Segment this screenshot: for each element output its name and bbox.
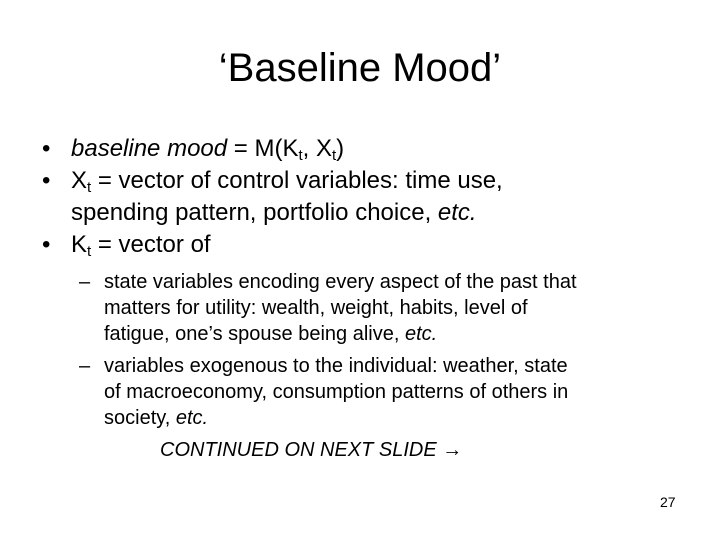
subbullet-marker: – <box>79 271 91 293</box>
etc-italic: etc. <box>404 323 438 345</box>
etc-italic: etc. <box>175 407 209 429</box>
subscript: t <box>87 243 92 260</box>
bullet-text <box>71 166 503 195</box>
continued-note: CONTINUED ON NEXT SLIDE → <box>160 439 463 461</box>
subbullet-text-line: society, <box>104 407 176 429</box>
subbullet-text <box>104 406 208 430</box>
variable: X <box>71 167 88 194</box>
subbullet-text: variables exogenous to the individual: weather, state <box>104 355 568 377</box>
bullet-marker: • <box>42 167 51 194</box>
bullet-italic-term: baseline mood <box>71 135 228 162</box>
bullet-text <box>71 230 211 259</box>
subbullet-text: state variables encoding every aspect of the past that <box>104 271 577 293</box>
subbullet-text <box>104 322 437 346</box>
bullet-text-rest: = vector of <box>91 231 211 258</box>
subbullet-text: of macroeconomy, consumption patterns of others in <box>104 381 569 403</box>
bullet-text-line: spending pattern, portfolio choice, <box>71 199 438 226</box>
subbullet-text-line: fatigue, one’s spouse being alive, <box>104 323 405 345</box>
variable: K <box>71 231 88 258</box>
equation-part: ) <box>336 135 345 162</box>
subscript: t <box>87 179 92 196</box>
equation-part: , X <box>302 135 332 162</box>
subscript: t <box>298 147 303 164</box>
subscript: t <box>331 147 337 164</box>
bullet-marker: • <box>42 135 51 162</box>
subbullet-marker: – <box>79 355 91 377</box>
bullet-text-rest: = vector of control variables: time use, <box>91 167 503 194</box>
bullet-marker: • <box>42 231 51 258</box>
etc-italic: etc. <box>437 199 477 226</box>
equation-part: = M(K <box>227 135 299 162</box>
bullet-text <box>71 134 344 163</box>
subbullet-text: matters for utility: wealth, weight, habits, level of <box>104 297 528 319</box>
slide-title: ‘Baseline Mood’ <box>218 46 502 90</box>
page-number: 27 <box>660 494 676 510</box>
bullet-text <box>71 198 477 227</box>
